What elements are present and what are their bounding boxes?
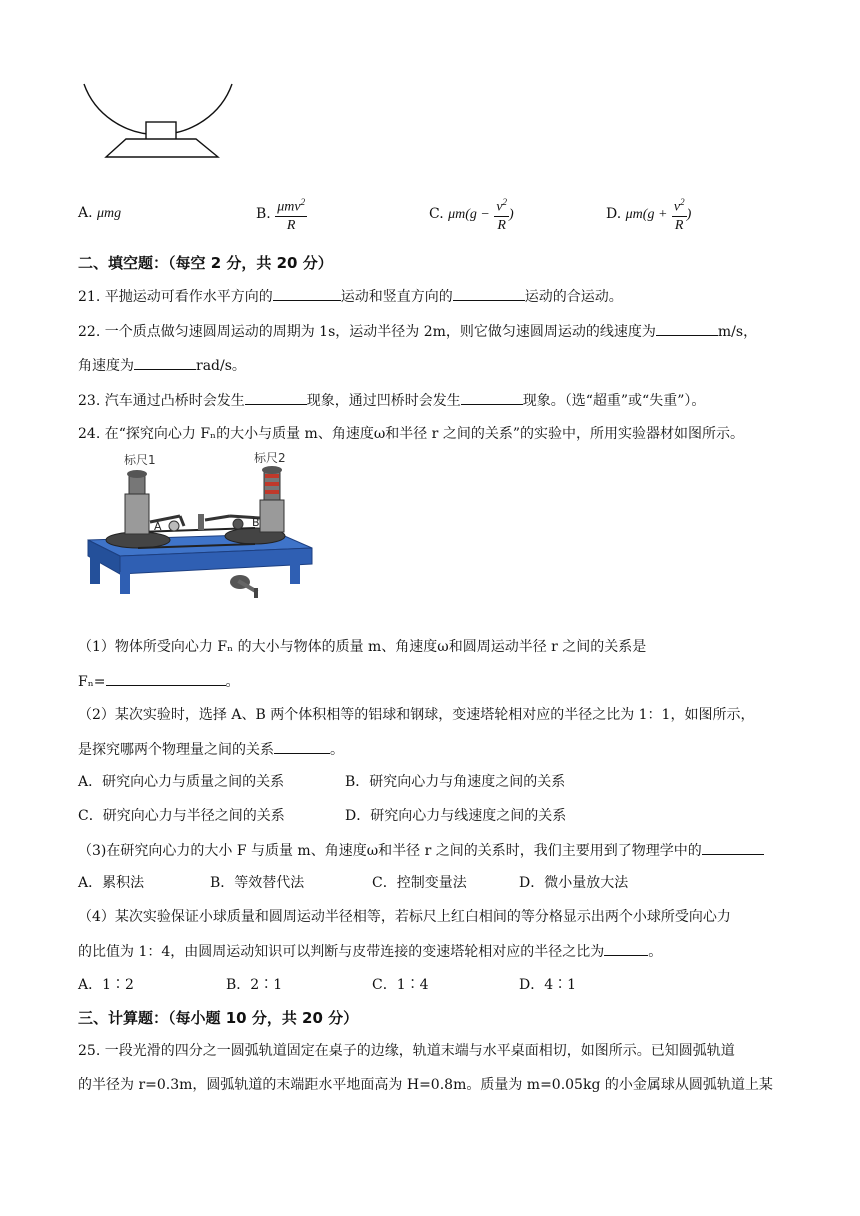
option-d-fraction: $\frac{v^2}{R}$ (672, 194, 687, 234)
section-2-title: 二、填空题：（每空 2 分，共 20 分） (78, 254, 333, 272)
answer-blank[interactable] (273, 286, 341, 301)
part-1-line1: （1）物体所受向心力 Fₙ 的大小与物体的质量 m、角速度ω和圆周运动半径 r 之间的关系是 (78, 639, 647, 655)
part-2-line1: （2）某次实验时，选择 A、B 两个体积相等的铝球和钢球，变速塔轮相对应的半径之比为 1：1，如图所示， (78, 707, 755, 723)
part-2-line2: 是探究哪两个物理量之间的关系 。 (78, 739, 344, 760)
option-c: C. μm(g − $\frac{v^2}{R}$ ) (429, 194, 514, 234)
option-c-fraction: $\frac{v^2}{R}$ (494, 194, 509, 234)
answer-blank[interactable] (604, 941, 648, 956)
answer-blank[interactable] (245, 390, 307, 405)
option-d: D. μm(g + $\frac{v^2}{R}$ ) (606, 194, 691, 234)
scale-1-label: 标尺1 (124, 453, 156, 467)
option-b: B. $\frac{\mu mv^2}{R}$ (256, 194, 307, 234)
part-4-option-d[interactable]: D．4∶1 (519, 977, 577, 993)
answer-blank[interactable] (453, 286, 525, 301)
section-3-title: 三、计算题：（每小题 10 分，共 20 分） (78, 1009, 359, 1027)
option-a: A. μmg (78, 205, 122, 221)
part-4-line1: （4）某次实验保证小球质量和圆周运动半径相等，若标尺上红白相间的等分格显示出两个小球所受向心力 (78, 909, 731, 925)
option-b-fraction: $\frac{\mu mv^2}{R}$ (275, 194, 307, 234)
bowl-stand-figure (78, 82, 243, 162)
answer-blank[interactable] (134, 355, 196, 370)
answer-blank[interactable] (106, 671, 226, 686)
part-3-option-d[interactable]: D．微小量放大法 (519, 875, 629, 891)
part-4-line2: 的比值为 1：4，由圆周运动知识可以判断与皮带连接的变速塔轮相对应的半径之比为 。 (78, 941, 662, 962)
part-1-line2: Fₙ= 。 (78, 671, 240, 692)
question-25-line1: 25. 一段光滑的四分之一圆弧轨道固定在桌子的边缘，轨道末端与水平桌面相切，如图所示。已知圆弧轨道 (78, 1043, 735, 1059)
answer-blank[interactable] (274, 739, 330, 754)
part-4-option-c[interactable]: C．1∶4 (372, 977, 429, 993)
question-22-line1: 22. 一个质点做匀速圆周运动的周期为 1s，运动半径为 2m，则它做匀速圆周运动的线速度为 m/s， (78, 321, 757, 342)
part-2-option-d[interactable]: D．研究向心力与线速度之间的关系 (345, 808, 567, 824)
part-3: （3)在研究向心力的大小 F 与质量 m、角速度ω和半径 r 之间的关系时，我们主要用到了物理学中的 (78, 840, 764, 861)
ball-a-label: A (154, 520, 162, 533)
scale-2-label: 标尺2 (254, 452, 286, 465)
question-24: 24. 在“探究向心力 Fₙ的大小与质量 m、角速度ω和半径 r 之间的关系”的实验中，所用实验器材如图所示。 (78, 426, 744, 442)
part-3-option-a[interactable]: A．累积法 (78, 875, 145, 891)
answer-blank[interactable] (702, 840, 764, 855)
question-23: 23. 汽车通过凸桥时会发生 现象，通过凹桥时会发生 现象。（选“超重”或“失重”）。 (78, 390, 705, 411)
part-2-option-a[interactable]: A．研究向心力与质量之间的关系 (78, 774, 285, 790)
part-3-option-b[interactable]: B．等效替代法 (210, 875, 305, 891)
part-4-option-a[interactable]: A．1∶2 (78, 977, 134, 993)
answer-blank[interactable] (461, 390, 523, 405)
question-25-line2: 的半径为 r=0.3m，圆弧轨道的末端距水平地面高为 H=0.8m。质量为 m=0.05kg 的小金属球从圆弧轨道上某 (78, 1077, 773, 1093)
ball-b-label: B (252, 516, 260, 529)
part-3-option-c[interactable]: C．控制变量法 (372, 875, 467, 891)
answer-blank[interactable] (656, 321, 718, 336)
centripetal-apparatus-figure (80, 452, 320, 602)
question-21: 21. 平抛运动可看作水平方向的 运动和竖直方向的 运动的合运动。 (78, 286, 623, 307)
part-2-option-c[interactable]: C．研究向心力与半径之间的关系 (78, 808, 285, 824)
part-2-option-b[interactable]: B．研究向心力与角速度之间的关系 (345, 774, 566, 790)
part-4-option-b[interactable]: B．2∶1 (226, 977, 283, 993)
question-22-line2: 角速度为 rad/s。 (78, 355, 246, 376)
